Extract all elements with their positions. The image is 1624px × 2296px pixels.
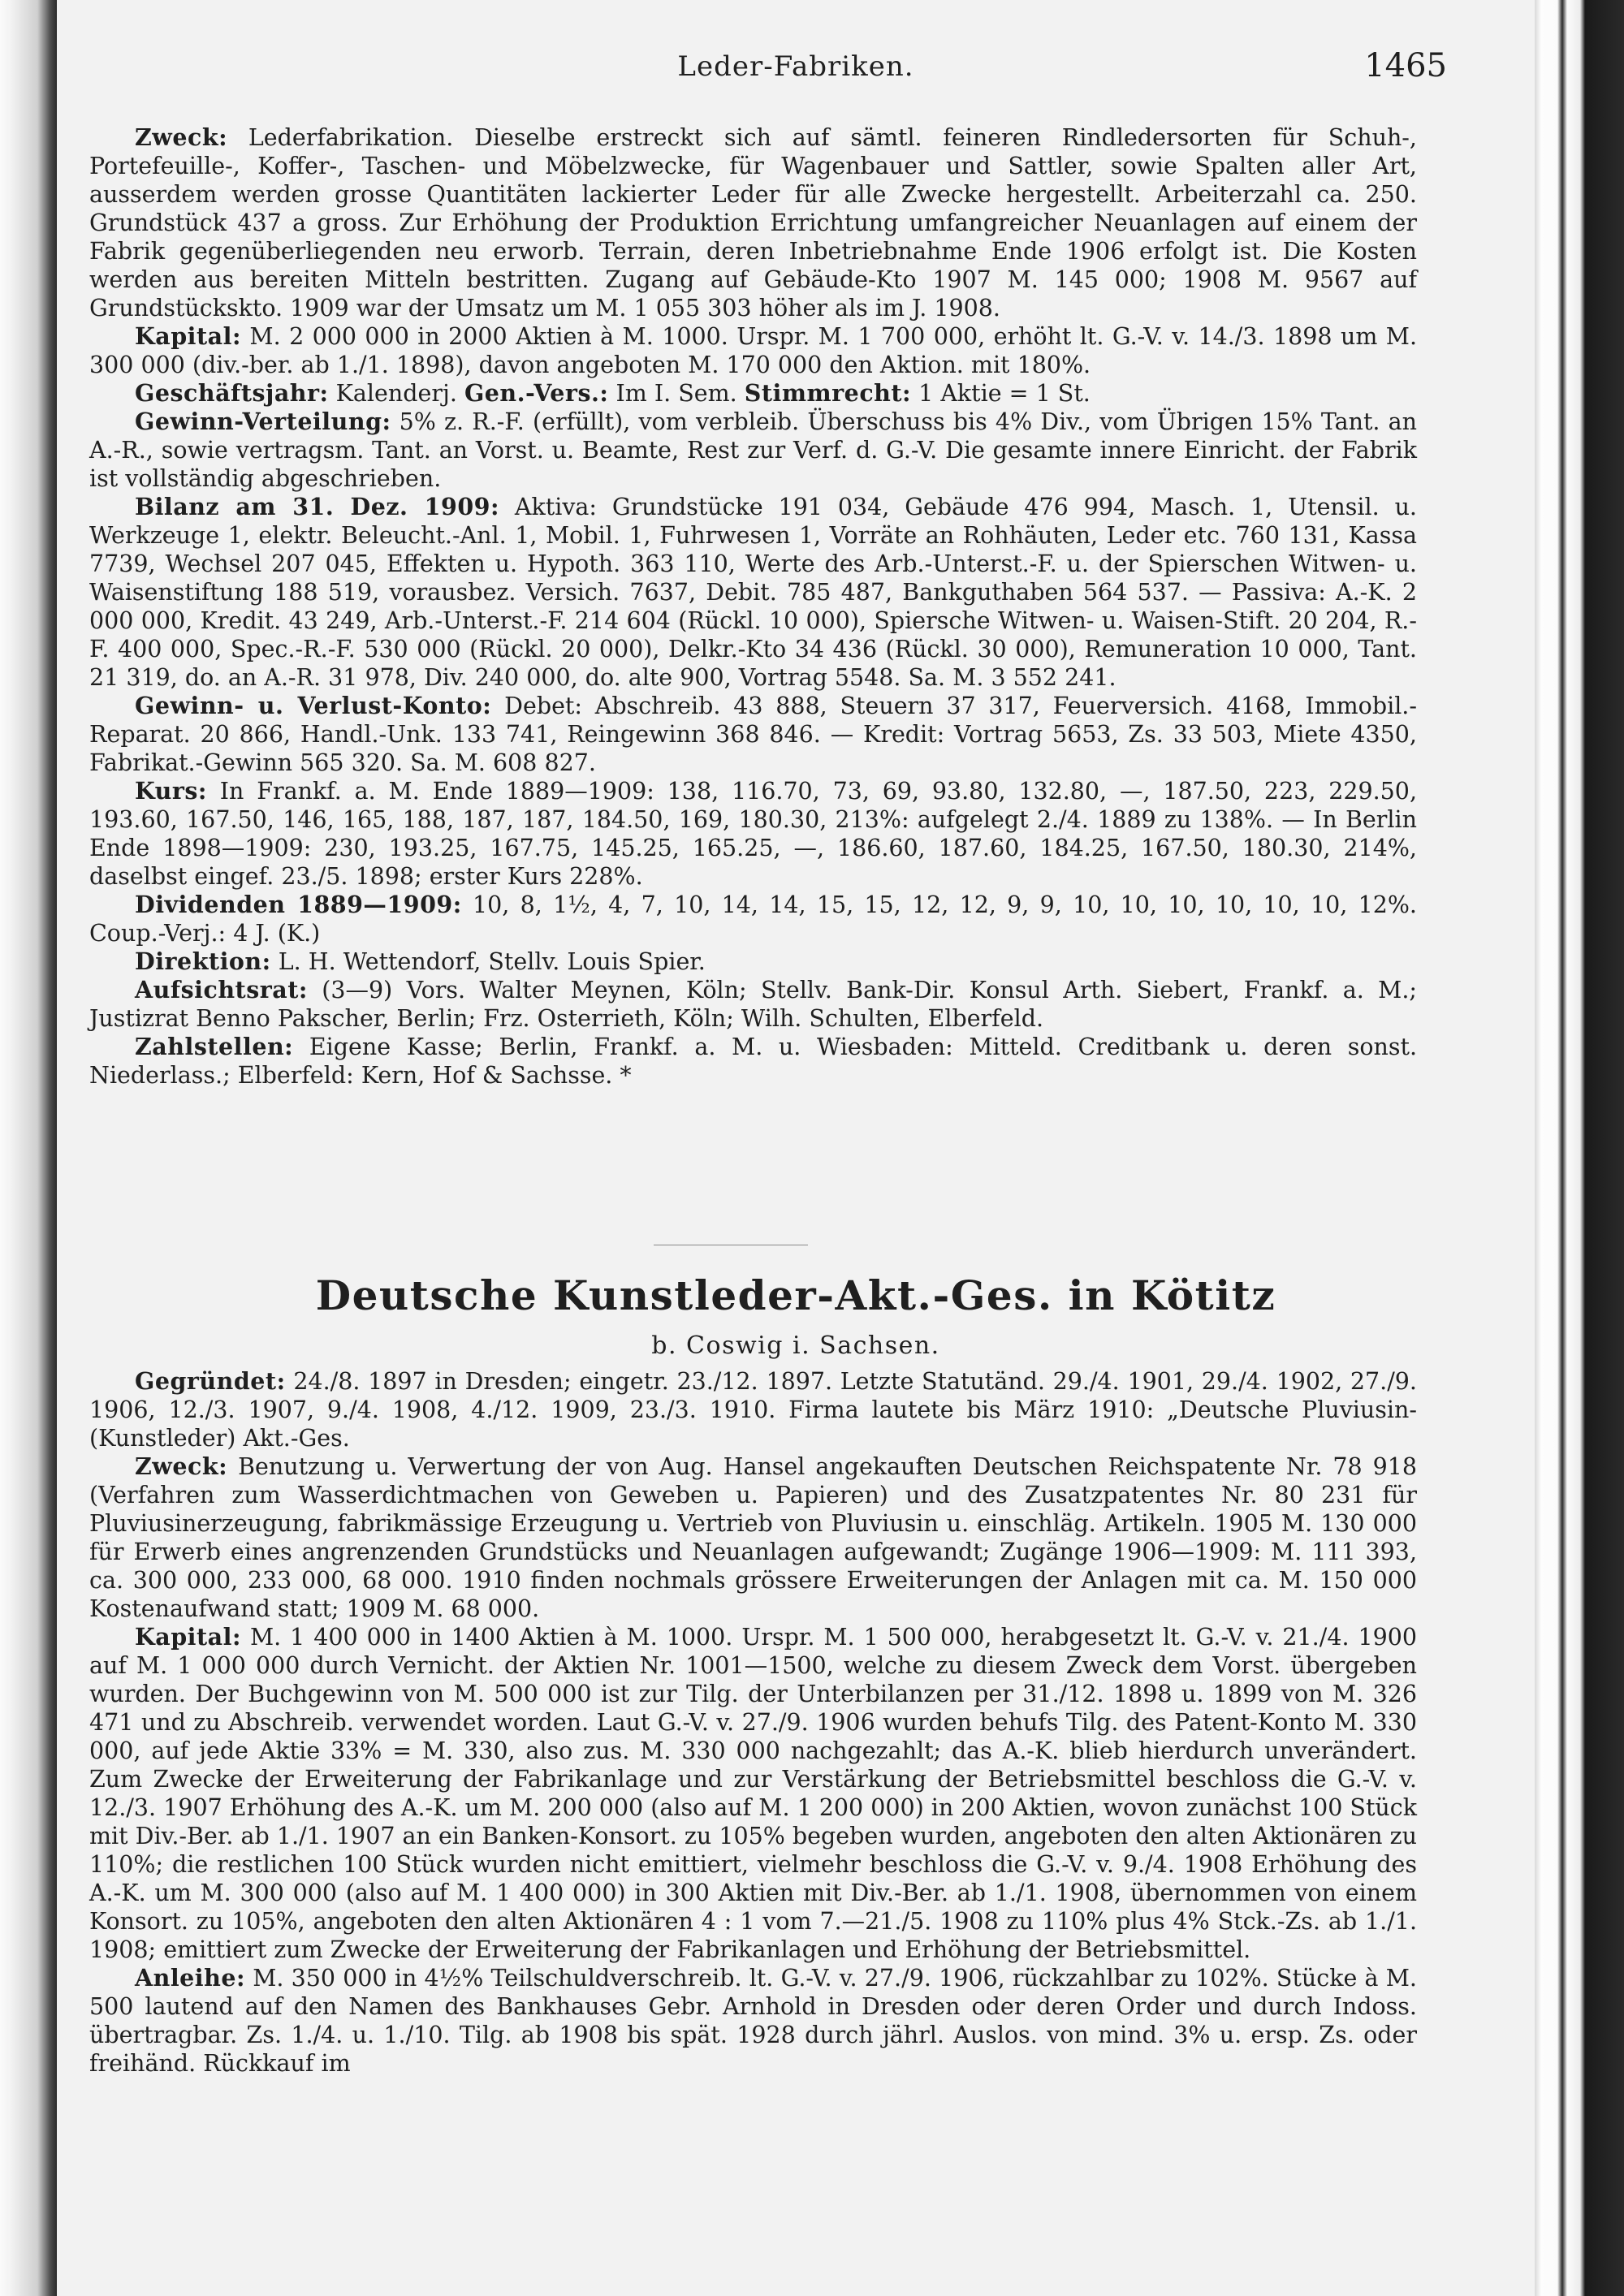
guv-label: Gewinn- u. Verlust-Konto: <box>135 692 492 719</box>
zweck-paragraph-2 <box>89 1452 1417 1623</box>
zahlstellen-text: Eigene Kasse; Berlin, Frankf. a. M. u. Wiesbaden: Mitteld. Creditbank u. deren sonst. Niederlass.; Elberfeld: Kern, Hof & Sachsse. * <box>89 1034 1418 1089</box>
anleihe-paragraph <box>89 1964 1417 2078</box>
direktion-paragraph <box>89 947 1417 976</box>
leder-fabrik-entry <box>89 123 1417 1090</box>
zweck-text-2: Benutzung u. Verwertung der von Aug. Hansel angekauften Deutschen Reichspatente Nr. 78 918 (Verfahren zum Wasserdichtmachen von Geweben u. Papieren) und des Zusatzpatentes Nr. 80 231 für Pluviusinerzeugung, fabrikmässige Erzeugung u. Vertrieb von Pluviusin u. einschläg. Artikeln. 1905 M. 130 000 für Erwerb eines angrenzenden Grundstücks und Neuanlagen aufgewandt; Zugänge 1906—1909: M. 111 393, ca. 300 000, 233 000, 68 000. 1910 finden nochmals grössere Erweiterungen der Anlagen mit ca. M. 150 000 Kostenaufwand statt; 1909 M. 68 000. <box>89 1453 1418 1622</box>
gewinnverteilung-paragraph <box>89 408 1417 493</box>
page-number: 1465 <box>1364 47 1447 84</box>
company-location: b. Coswig i. Sachsen. <box>651 1331 940 1360</box>
bilanz-label: Bilanz am 31. Dez. 1909: <box>135 493 500 520</box>
gegruendet-paragraph <box>89 1367 1417 1452</box>
aufsichtsrat-paragraph <box>89 976 1417 1033</box>
aufsichtsrat-label: Aufsichtsrat: <box>135 976 308 1003</box>
kapital-text-2: M. 1 400 000 in 1400 Aktien à M. 1000. Urspr. M. 1 500 000, herabgesetzt lt. G.-V. v. 21./4. 1900 auf M. 1 000 000 durch Vernicht. der Aktien Nr. 1001—1500, welche zu diesem Zweck dem Vorst. übergeben wurden. Der Buchgewinn von M. 500 000 ist zur Tilg. der Unterbilanzen per 31./12. 1898 u. 1899 von M. 326 471 und zu Abschreib. verwendet worden. Laut G.-V. v. 27./9. 1906 wurden behufs Tilg. des Patent-Konto M. 330 000, auf jede Aktie 33% = M. 330, also zus. M. 330 000 nachgezahlt; das A.-K. blieb hierdurch unverändert. Zum Zwecke der Erweiterung der Fabrikanlage und zur Verstärkung der Betriebsmittel beschloss die G.-V. v. 12./3. 1907 Erhöhung des A.-K. um M. 200 000 (also auf M. 1 200 000) in 200 Aktien, wovon zunächst 100 Stück mit Div.-Ber. ab 1./1. 1907 an ein Banken-Konsort. zu 105% begeben wurden, angeboten den alten Aktionären zu 110%; die restlichen 100 Stück wurden nicht emittiert, vielmehr beschloss die G.-V. v. 9./4. 1908 Erhöhung des A.-K. um M. 300 000 (also auf M. 1 400 000) in 300 Aktien mit Div.-Ber. ab 1./1. 1908, übernommen von einem Konsort. zu 105%, angeboten den alten Aktionären 4 : 1 vom 7.—21./5. 1908 zu 110% plus 4% Stck.-Zs. ab 1./1. 1908; emittiert zum Zwecke der Erweiterung der Fabrikanlagen und Erhöhung der Betriebsmittel. <box>89 1624 1418 1963</box>
book-gutter-left <box>0 0 57 2296</box>
zahlstellen-paragraph <box>89 1033 1417 1090</box>
stimmrecht-text: 1 Aktie = 1 St. <box>918 380 1091 407</box>
gewinnverteilung-text: 5% z. R.-F. (erfüllt), vom verbleib. Überschuss bis 4% Div., vom Übrigen 15% Tant. an A.-R., sowie vertragsm. Tant. an Vorst. u. Beamte, Rest zur Verf. d. G.-V. Die gesamte innere Einricht. der Fabrik ist vollständig abgeschrieben. <box>89 408 1417 492</box>
zweck-paragraph <box>89 123 1417 322</box>
guv-paragraph <box>89 692 1417 777</box>
guv-text: Debet: Abschreib. 43 888, Steuern 37 317, Feuerversich. 4168, Immobil.-Reparat. 20 866, Handl.-Unk. 133 741, Reingewinn 368 846. — Kredit: Vortrag 5653, Zs. 33 503, Miete 4350, Fabrikat.-Gewinn 565 320. Sa. M. 608 827. <box>89 693 1418 776</box>
gegruendet-text: 24./8. 1897 in Dresden; eingetr. 23./12. 1897. Letzte Statutänd. 29./4. 1901, 29./4. 1902, 27./9. 1906, 12./3. 1907, 9./4. 1908, 4./12. 1909, 23./3. 1910. Firma lautete bis März 1910: „Deutsche Pluviusin- (Kunstleder) Akt.-Ges. <box>89 1368 1417 1452</box>
running-title: Leder-Fabriken. <box>677 50 914 83</box>
company-title: Deutsche Kunstleder-Akt.-Ges. in Kötitz <box>315 1271 1276 1319</box>
zahlstellen-label: Zahlstellen: <box>135 1033 294 1060</box>
anleihe-text: M. 350 000 in 4½% Teilschuldverschreib. lt. G.-V. v. 27./9. 1906, rückzahlbar zu 102%. Stücke à M. 500 lautend auf den Namen des Bankhauses Gebr. Arnhold in Dresden oder deren Order und durch Indoss. übertragbar. Zs. 1./4. u. 1./10. Tilg. ab 1908 bis spät. 1928 durch jährl. Auslos. von mind. 3% u. ersp. Zs. oder freihänd. Rückkauf im <box>89 1965 1417 2077</box>
dividenden-label: Dividenden 1889—1909: <box>135 891 462 918</box>
kurs-text: In Frankf. a. M. Ende 1889—1909: 138, 116.70, 73, 69, 93.80, 132.80, —, 187.50, 223, 229.50, 193.60, 167.50, 146, 165, 188, 187, 187, 184.50, 169, 180.30, 213%: aufgelegt 2./4. 1889 zu 138%. — In Berlin Ende 1898—1909: 230, 193.25, 167.75, 145.25, 165.25, —, 186.60, 187.60, 184.25, 167.50, 180.30, 214%, daselbst eingef. 23./5. 1898; erster Kurs 228%. <box>89 778 1417 890</box>
geschaeftsjahr-text: Kalenderj. <box>335 380 457 407</box>
zweck-label-2: Zweck: <box>135 1452 228 1480</box>
kapital-paragraph <box>89 322 1417 379</box>
gewinnverteilung-label: Gewinn-Verteilung: <box>135 408 391 435</box>
kapital-paragraph-2 <box>89 1623 1417 1964</box>
anleihe-label: Anleihe: <box>135 1964 245 1992</box>
running-header <box>57 47 1535 89</box>
dividenden-paragraph <box>89 891 1417 947</box>
book-edge-right <box>1535 0 1624 2296</box>
kapital-label-2: Kapital: <box>135 1623 241 1651</box>
kapital-label: Kapital: <box>135 322 241 350</box>
document-page <box>57 0 1535 2296</box>
zweck-text: Lederfabrikation. Dieselbe erstreckt sich auf sämtl. feineren Rindledersorten für Schuh-, Portefeuille-, Koffer-, Taschen- und Möbelzwecke, für Wagenbauer und Sattler, sowie Spalten aller Art, ausserdem werden grosse Quantitäten lackierter Leder für alle Zwecke hergestellt. Arbeiterzahl ca. 250. Grundstück 437 a gross. Zur Erhöhung der Produktion Errichtung umfangreicher Neuanlagen auf einem der Fabrik gegenüberliegenden neu erworb. Terrain, deren Inbetriebnahme Ende 1906 erfolgt ist. Die Kosten werden aus bereiten Mitteln bestritten. Zugang auf Gebäude-Kto 1907 M. 145 000; 1908 M. 9567 auf Grundstückskto. 1909 war der Umsatz um M. 1 055 303 höher als im J. 1908. <box>89 124 1417 322</box>
gegruendet-label: Gegründet: <box>135 1367 286 1395</box>
zweck-label: Zweck: <box>135 123 228 151</box>
bilanz-text: Aktiva: Grundstücke 191 034, Gebäude 476 994, Masch. 1, Utensil. u. Werkzeuge 1, elektr. Beleucht.-Anl. 1, Mobil. 1, Fuhrwesen 1, Vorräte an Rohhäuten, Leder etc. 760 131, Kassa 7739, Wechsel 207 045, Effekten u. Hypoth. 363 110, Werte des Arb.-Unterst.-F. u. der Spierschen Witwen- u. Waisenstiftung 188 519, vorausbez. Versich. 7637, Debit. 785 487, Bankguthaben 564 537. — Passiva: A.-K. 2 000 000, Kredit. 43 249, Arb.-Unterst.-F. 214 604 (Rückl. 10 000), Spiersche Witwen- u. Waisen-Stift. 20 204, R.-F. 400 000, Spec.-R.-F. 530 000 (Rückl. 20 000), Delkr.-Kto 34 436 (Rückl. 30 000), Remuneration 10 000, Tant. 21 319, do. an A.-R. 31 978, Div. 240 000, do. alte 900, Vortrag 5548. Sa. M. 3 552 241. <box>89 494 1417 691</box>
genvers-text: Im I. Sem. <box>615 380 737 407</box>
direktion-label: Direktion: <box>135 947 271 975</box>
kurs-paragraph <box>89 777 1417 891</box>
dividenden-text: 10, 8, 1½, 4, 7, 10, 14, 14, 15, 15, 12, 12, 9, 9, 10, 10, 10, 10, 10, 10, 12%. Coup.-Verj.: 4 J. (K.) <box>89 891 1417 947</box>
kapital-text: M. 2 000 000 in 2000 Aktien à M. 1000. Urspr. M. 1 700 000, erhöht lt. G.-V. v. 14./3. 1898 um M. 300 000 (div.-ber. ab 1./1. 1898), davon angeboten M. 170 000 den Aktion. mit 180%. <box>89 323 1417 378</box>
bilanz-paragraph <box>89 493 1417 692</box>
stimmrecht-label: Stimmrecht: <box>744 379 912 407</box>
kunstleder-entry <box>89 1367 1417 2078</box>
aufsichtsrat-text: (3—9) Vors. Walter Meynen, Köln; Stellv. Bank-Dir. Konsul Arth. Siebert, Frankf. a. M.; Justizrat Benno Pakscher, Berlin; Frz. Osterrieth, Köln; Wilh. Schulten, Elberfeld. <box>89 977 1418 1032</box>
geschaeftsjahr-paragraph <box>89 379 1417 408</box>
genvers-label: Gen.-Vers.: <box>464 379 609 407</box>
geschaeftsjahr-label: Geschäftsjahr: <box>135 379 329 407</box>
kurs-label: Kurs: <box>135 777 207 805</box>
direktion-text: L. H. Wettendorf, Stellv. Louis Spier. <box>278 948 706 975</box>
